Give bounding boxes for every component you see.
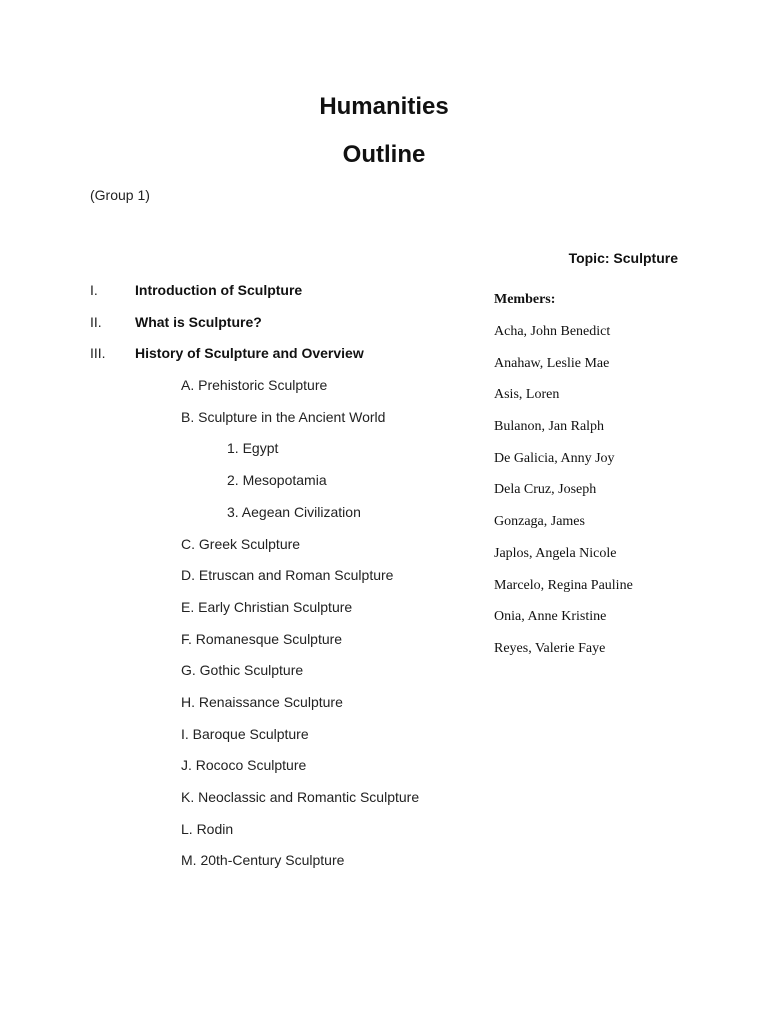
outline-sub-item	[0, 820, 480, 852]
outline-sub-item	[0, 630, 480, 662]
outline-main-text: What is Sculpture?	[135, 313, 262, 330]
outline-sub-item	[0, 535, 480, 567]
outline-subsub-text: 3. Aegean Civilization	[227, 503, 361, 520]
outline-numeral: I.	[90, 282, 98, 298]
topic-line	[569, 250, 678, 266]
member-name: Anahaw, Leslie Mae	[494, 355, 610, 371]
outline-sub-item	[0, 756, 480, 788]
topic-value: Sculpture	[613, 250, 678, 266]
outline-sub-item	[0, 693, 480, 725]
outline-subsub-item	[0, 471, 480, 503]
members-heading: Members:	[494, 292, 556, 307]
outline-numeral: III.	[90, 345, 106, 362]
outline-subsub-item	[0, 503, 480, 535]
outline-main-text: History of Sculpture and Overview	[135, 345, 364, 362]
outline-sub-text: L. Rodin	[181, 820, 234, 837]
outline-sub-item	[0, 725, 480, 757]
member-name: Onia, Anne Kristine	[494, 609, 607, 625]
members-list	[494, 290, 744, 671]
outline-sub-text: J. Rococo Sculpture	[181, 757, 307, 774]
outline-sub-item	[0, 788, 480, 820]
member-name: Gonzaga, James	[494, 514, 585, 530]
outline-subsub-text: 2. Mesopotamia	[227, 472, 327, 489]
outline-sub-item	[0, 376, 480, 408]
outline-sub-text: E. Early Christian Sculpture	[181, 598, 353, 615]
outline-subsub-text: 1. Egypt	[227, 440, 279, 457]
member-name: Acha, John Benedict	[494, 324, 611, 339]
outline-subsub-item	[0, 439, 480, 471]
outline-sub-text: G. Gothic Sculpture	[181, 662, 304, 679]
outline-main-item	[0, 344, 480, 376]
outline-sub-text: I. Baroque Sculpture	[181, 725, 309, 742]
member-name: Japlos, Angela Nicole	[494, 545, 617, 561]
member-name: Asis, Loren	[494, 387, 560, 403]
outline-numeral: II.	[90, 313, 102, 330]
member-name: Reyes, Valerie Faye	[494, 640, 606, 656]
outline-sub-text: B. Sculpture in the Ancient World	[181, 408, 386, 425]
member-name: Dela Cruz, Joseph	[494, 482, 597, 498]
outline-sub-item	[0, 566, 480, 598]
outline-sub-item	[0, 851, 480, 883]
outline-sub-item	[0, 598, 480, 630]
outline-sub-item	[0, 408, 480, 440]
topic-label: Topic:	[568, 250, 610, 266]
outline-sub-text: D. Etruscan and Roman Sculpture	[181, 567, 394, 584]
member-name: Bulanon, Jan Ralph	[494, 419, 605, 435]
document-title: Humanities	[319, 93, 449, 120]
outline-main-text: Introduction of Sculpture	[135, 282, 303, 298]
outline-list	[0, 281, 480, 883]
outline-sub-item	[0, 661, 480, 693]
document-subtitle: Outline	[342, 141, 426, 168]
outline-sub-text: A. Prehistoric Sculpture	[181, 377, 328, 394]
member-name: De Galicia, Anny Joy	[494, 450, 615, 466]
outline-sub-text: F. Romanesque Sculpture	[181, 630, 343, 647]
outline-sub-text: M. 20th-Century Sculpture	[181, 852, 345, 869]
outline-main-item	[0, 313, 480, 345]
outline-sub-text: K. Neoclassic and Romantic Sculpture	[181, 789, 420, 805]
outline-sub-text: C. Greek Sculpture	[181, 535, 301, 552]
outline-sub-text: H. Renaissance Sculpture	[181, 693, 343, 710]
outline-main-item	[0, 281, 480, 313]
group-label: (Group 1)	[90, 187, 150, 203]
member-name: Marcelo, Regina Pauline	[494, 577, 633, 593]
